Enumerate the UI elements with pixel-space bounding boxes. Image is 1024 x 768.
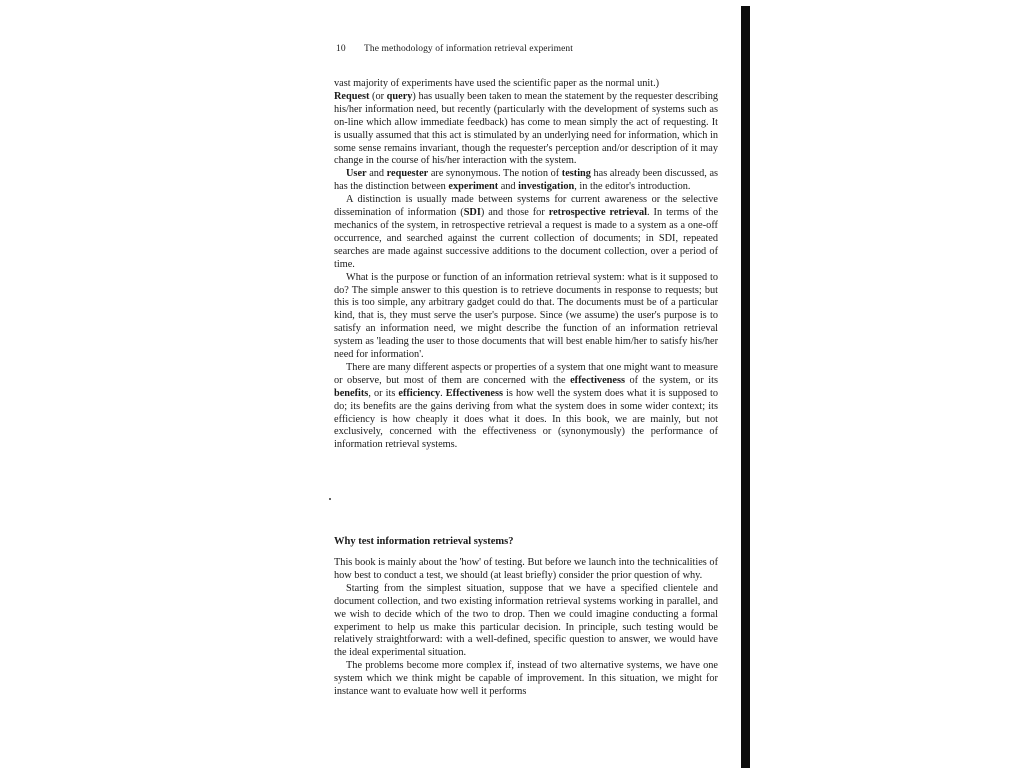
page-number: 10 (336, 44, 346, 54)
term-efficiency: efficiency (398, 387, 441, 399)
paragraph-2 (334, 91, 718, 168)
text-span: , or its (368, 387, 399, 399)
term-user: User (346, 168, 367, 180)
paragraph-7: This book is mainly about the 'how' of testing. But before we launch into the technicalities of how best to conduct a test, we should (at least briefly) consider the prior question of why. (334, 557, 718, 581)
term-benefits: benefits (334, 387, 369, 399)
paragraph-8: Starting from the simplest situation, suppose that we have a specified clientele and document collection, and two existing information retrieval systems working in parallel, and we wish to decide which of the two to drop. Then we could imagine conducting a formal experiment to help us make this particular decision. In principle, such testing would be relatively straightforward: with a well-defined, specific question to answer, we would have the ideal experimental situation. (334, 582, 718, 659)
text-span: There are many different aspects or properties of a system that one might want to measure or observe, but most of them are concerned with the (334, 361, 718, 386)
text-span: of the system, or its (624, 374, 719, 386)
paragraph-6 (334, 362, 718, 452)
term-query: query (386, 90, 413, 102)
text-span: ) has usually been taken to mean the statement by the requester describing his/her information need, but recently (particularly with the development of systems such as on-line which allow immediate feedback) has come to mean simply the act of requesting. It is usually assumed that this act is stimulated by an underlying need for information, which in some sense remains invariant, though the requester's perception and/or description of it may change in the course of his/her interaction with the system. (334, 90, 719, 167)
term-sdi: SDI (463, 207, 481, 219)
text-span: . In terms of the mechanics of the system, in retrospective retrieval a request is made to a system as a one-off occurrence, and searched against the current collection of documents; in SDI, repeated searches are made against successive additions to the document collection, over a period of time. (334, 207, 719, 270)
term-requester: requester (386, 168, 429, 180)
term-effectiveness: effectiveness (570, 374, 625, 386)
term-testing: testing (561, 168, 591, 180)
paragraph-3 (334, 168, 718, 194)
text-span: ) and those for (480, 207, 549, 219)
text-span: A distinction is usually made between systems for current awareness or the selective dissemination of information ( (334, 194, 718, 219)
running-head-title: The methodology of information retrieval experiment (364, 44, 574, 54)
term-effectiveness-2: Effectiveness (445, 387, 503, 399)
body-text-block-1 (334, 78, 718, 452)
paragraph-5: What is the purpose or function of an information retrieval system: what is it supposed to do? The simple answer to this question is to retrieve documents in response to requests; but this is too simple, any arbitrary gadget could do that. The documents must be of a particular kind, that is, they must serve the user's purpose. Since (we assume) the user's purpose is to satisfy an information need, we might describe the function of an information retrieval system as 'leading the user to those documents that will best enable him/her to satisfy his/her need for information'. (334, 271, 718, 361)
term-experiment: experiment (448, 181, 499, 193)
text-span: has already been discussed, as has the distinction between (334, 168, 719, 193)
text-span: , in the editor's introduction. (574, 181, 691, 193)
term-retrospective-retrieval: retrospective retrieval (548, 207, 648, 219)
section-heading: Why test information retrieval systems? (334, 536, 514, 547)
term-investigation: investigation (518, 181, 575, 193)
text-span: (or (369, 90, 387, 102)
scan-edge-bar (741, 6, 750, 768)
running-head (336, 44, 573, 54)
body-text-block-2 (334, 557, 718, 699)
text-span: and (366, 168, 387, 180)
term-request: Request (334, 90, 370, 102)
paragraph-1: vast majority of experiments have used the scientific paper as the normal unit.) (334, 78, 660, 89)
paragraph-9: The problems become more complex if, instead of two alternative systems, we have one system which we think might be capable of improvement. In this situation, we might for instance want to evaluate how well it performs (334, 660, 718, 698)
scan-speck (329, 498, 331, 500)
text-span: and (498, 181, 519, 193)
text-span: is how well the system does what it is supposed to do; its benefits are the gains deriving from what the system does in some wider context; its efficiency is how cheaply it does what it does. In this book, we are mainly, but not exclusively, concerned with the effectiveness or (synonymously) the performance of information retrieval systems. (334, 387, 718, 451)
text-span: are synonymous. The notion of (428, 168, 562, 180)
text-span: . (440, 387, 446, 399)
paragraph-4 (334, 194, 718, 271)
